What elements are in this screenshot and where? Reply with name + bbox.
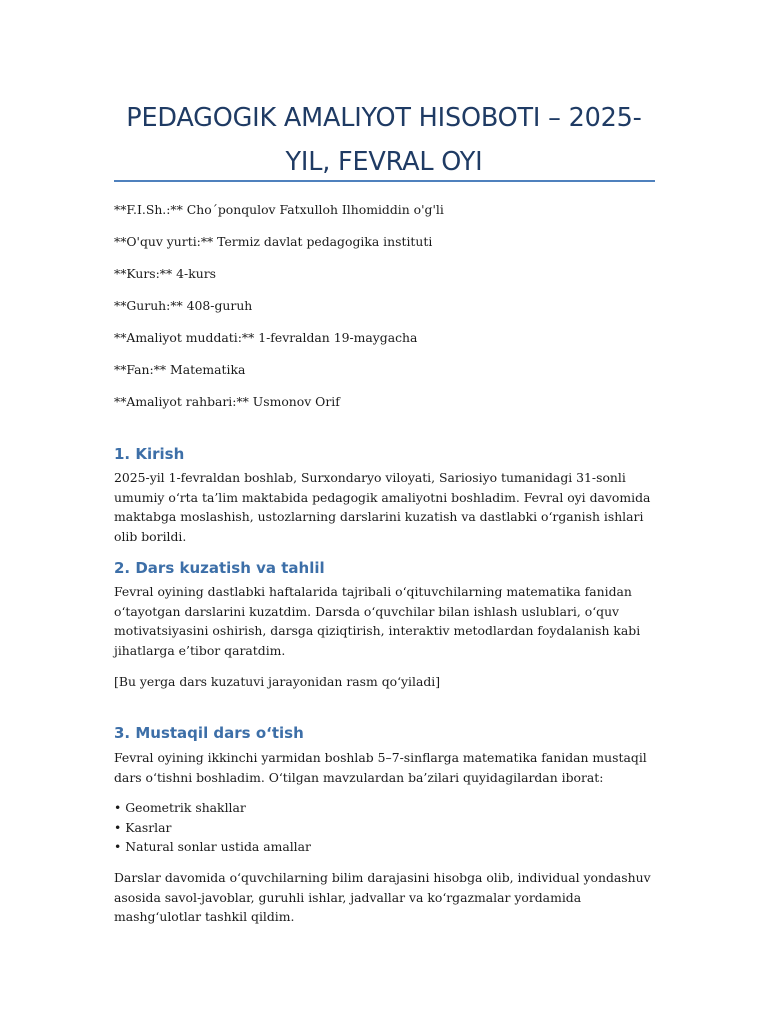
meta-supervisor: **Amaliyot rahbari:** Usmonov Orif [114, 394, 340, 409]
meta-institution: **O'quv yurti:** Termiz davlat pedagogika instituti [114, 234, 433, 249]
meta-full-name: **F.I.Sh.:** Cho´ponqulov Fatxulloh Ilhomiddin o'g'li [114, 202, 444, 217]
section-heading-lesson-observation: 2. Dars kuzatish va tahlil [114, 559, 325, 577]
list-item: • Natural sonlar ustida amallar [114, 839, 311, 854]
meta-subject: **Fan:** Matematika [114, 362, 246, 377]
page-title: PEDAGOGIK AMALIYOT HISOBOTI – 2025-YIL, FEVRAL OYI [126, 103, 642, 177]
image-placeholder-note: [Bu yerga dars kuzatuvi jarayonidan rasm qo‘yiladi] [114, 674, 441, 689]
list-item: • Kasrlar [114, 819, 172, 835]
topics-list [114, 798, 654, 857]
meta-practice-period: **Amaliyot muddati:** 1-fevraldan 19-maygacha [114, 330, 418, 345]
section-heading-introduction: 1. Kirish [114, 445, 185, 463]
meta-group: **Guruh:** 408-guruh [114, 298, 253, 313]
section-teaching-paragraph: Fevral oyining ikkinchi yarmidan boshlab 5–7-sinflarga matematika fanidan mustaqil dars o‘tishni boshladim. O‘tilgan mavzulardan ba’zilari quyidagilardan iborat: [114, 750, 647, 785]
section-introduction-paragraph: 2025-yil 1-fevraldan boshlab, Surxondaryo viloyati, Sariosiyo tumanidagi 31-sonli umumiy o‘rta ta’lim maktabida pedagogik amaliyotni boshladim. Fevral oyi davomida maktabga moslashish, ustozlarning darslarini kuzatish va dastlabki o‘rganish ishlari olib borildi. [114, 470, 651, 544]
title-divider [114, 180, 655, 182]
section-teaching-closing-paragraph: Darslar davomida o‘quvchilarning bilim darajasini hisobga olib, individual yondashuv asosida savol-javoblar, guruhli ishlar, jadvallar va ko‘rgazmalar yordamida mashg‘ulotlar tashkil qildim. [114, 870, 651, 924]
meta-course: **Kurs:** 4-kurs [114, 266, 216, 281]
section-heading-independent-teaching: 3. Mustaqil dars o‘tish [114, 724, 304, 742]
section-observation-paragraph: Fevral oyining dastlabki haftalarida tajribali o‘qituvchilarning matematika fanidan o‘tayotgan darslarini kuzatdim. Darsda o‘quvchilar bilan ishlash uslublari, o‘quv motivatsiyasini oshirish, darsga qiziqtirish, interaktiv metodlardan foydalanish kabi jihatlarga e’tibor qaratdim. [114, 584, 641, 658]
list-item: • Geometrik shakllar [114, 800, 246, 815]
